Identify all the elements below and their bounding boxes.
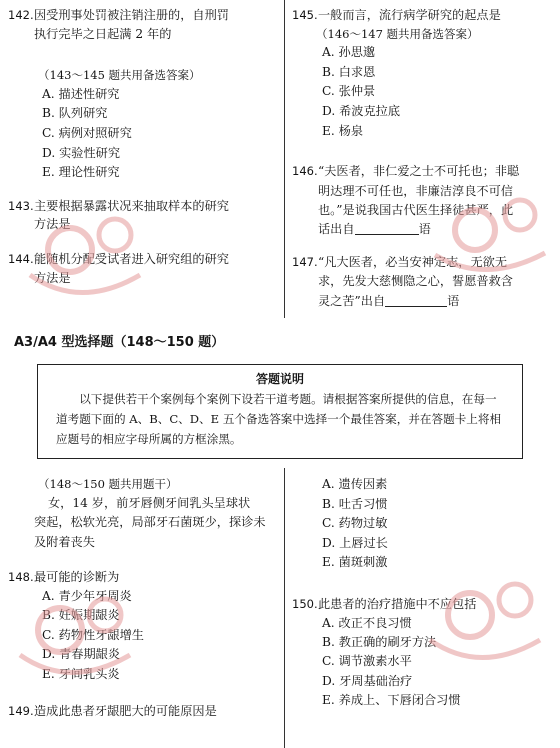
question-text: 因受刑事处罚被注销注册的，自刑罚 <box>34 8 229 22</box>
instructions-title: 答题说明 <box>255 372 304 386</box>
question-text: 执行完毕之日起满 2 年的 <box>34 26 172 41</box>
question-number: 146. <box>292 164 318 179</box>
question-number: 144. <box>8 251 34 266</box>
question-text: 最可能的诊断为 <box>34 570 120 585</box>
option-e: E. 理论性研究 <box>42 165 120 180</box>
column-divider-bottom <box>284 468 285 748</box>
option-a: A. 遗传因素 <box>322 477 388 491</box>
case-text: 女，14 岁，前牙唇侧牙间乳头呈球状 <box>48 495 251 510</box>
question-number: 143. <box>8 198 34 213</box>
left-bottom-column <box>8 475 278 721</box>
answer-blank <box>355 222 419 235</box>
option-a: A. 改正不良习惯 <box>322 615 412 630</box>
question-text: “凡大医者，必当安神定志，无欲无 <box>318 254 508 269</box>
question-text: 明达理不可任也，非廉洁淳良不可信 <box>318 183 513 198</box>
question-number: 150. <box>292 596 318 611</box>
option-b: B. 妊娠期龈炎 <box>42 608 120 623</box>
shared-options-heading: （143～145 题共用备选答案） <box>38 68 201 83</box>
question-150 <box>292 595 554 614</box>
question-148 <box>8 568 278 587</box>
option-c: C. 张仲景 <box>322 84 376 99</box>
case-text: 及附着丧失 <box>34 534 95 549</box>
question-text: 造成此患者牙龈肥大的可能原因是 <box>34 704 217 718</box>
question-text: 语 <box>418 222 431 237</box>
shared-options-heading: （146～147 题共用备选答案） <box>316 26 479 41</box>
instructions-box <box>37 364 523 459</box>
option-a: A. 孙思邈 <box>322 45 376 60</box>
question-text: 一般而言，流行病学研究的起点是 <box>318 8 501 22</box>
question-142 <box>8 6 278 43</box>
option-b: B. 教正确的刷牙方法 <box>322 634 437 649</box>
question-147 <box>292 253 554 311</box>
question-text: 方法是 <box>34 270 71 285</box>
question-text: 能随机分配受试者进入研究组的研究 <box>34 251 229 266</box>
case-text: 突起，松软光亮，局部牙石菌斑少，探诊未 <box>34 515 266 530</box>
question-145 <box>292 6 554 25</box>
option-e: E. 牙间乳头炎 <box>42 666 120 681</box>
question-number: 147. <box>292 254 318 269</box>
right-top-column <box>292 6 554 311</box>
question-text: 也。”是说我国古代医生择徒甚严，此 <box>318 202 514 217</box>
question-text: “夫医者，非仁爱之士不可托也；非聪 <box>318 164 520 179</box>
option-a: A. 青少年牙周炎 <box>42 588 132 603</box>
question-text: 方法是 <box>34 217 71 232</box>
question-text: 灵之苦”出自 <box>318 293 386 308</box>
option-d: D. 希波克拉底 <box>322 103 401 118</box>
question-number: 149. <box>8 704 34 718</box>
question-text: 此患者的治疗措施中不应包括 <box>318 596 477 611</box>
section-title: A3/A4 型选择题（148～150 题） <box>14 335 225 350</box>
left-top-column <box>8 6 278 287</box>
question-143 <box>8 197 278 234</box>
question-number: 142. <box>8 8 34 22</box>
option-d: D. 上唇过长 <box>322 535 388 550</box>
case-heading: （148～150 题共用题干） <box>38 477 178 491</box>
option-d: D. 实验性研究 <box>42 145 121 160</box>
question-text: 求，先发大慈恻隐之心，誓愿普救含 <box>318 274 513 289</box>
option-e: E. 菌斑刺激 <box>322 555 388 570</box>
question-144 <box>8 250 278 287</box>
question-number: 148. <box>8 570 34 585</box>
question-146 <box>292 162 554 240</box>
option-c: C. 调节激素水平 <box>322 654 412 669</box>
option-d: D. 牙周基础治疗 <box>322 673 413 688</box>
question-text: 话出自 <box>318 222 355 237</box>
question-text: 语 <box>447 293 460 308</box>
option-c: C. 药物过敏 <box>322 516 388 531</box>
option-a: A. 描述性研究 <box>42 86 120 101</box>
option-b: B. 吐舌习惯 <box>322 496 388 511</box>
option-c: C. 病例对照研究 <box>42 125 132 140</box>
option-e: E. 杨泉 <box>322 123 364 138</box>
option-d: D. 青春期龈炎 <box>42 647 121 662</box>
option-c: C. 药物性牙龈增生 <box>42 627 144 642</box>
option-b: B. 队列研究 <box>42 106 108 121</box>
instructions-body: 以下提供若干个案例每个案例下设若干道考题。请根据答案所提供的信息，在每一道考题下面的 A、B、C、D、E 五个备选答案中选择一个最佳答案，并在答题卡上将相应题号的相应字母所属的方框涂黑。 <box>56 392 502 446</box>
option-b: B. 白求恩 <box>322 64 376 79</box>
answer-blank <box>385 294 447 307</box>
column-divider-top <box>284 0 285 318</box>
option-e: E. 养成上、下唇闭合习惯 <box>322 693 461 708</box>
question-number: 145. <box>292 8 318 22</box>
question-text: 主要根据暴露状况来抽取样本的研究 <box>34 198 229 213</box>
right-bottom-column <box>292 475 554 711</box>
question-149 <box>8 702 278 721</box>
